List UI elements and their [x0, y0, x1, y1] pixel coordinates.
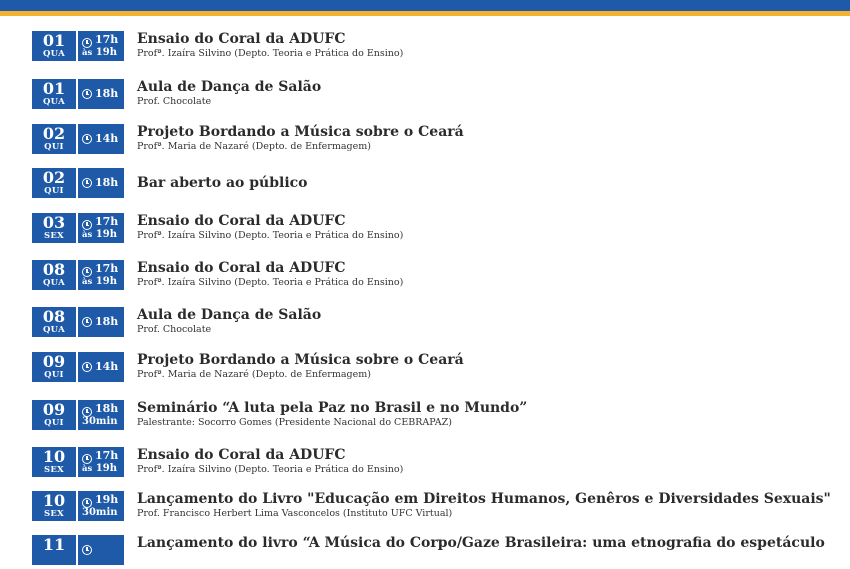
event-row: [32, 447, 850, 481]
event-time-end-value: 19h: [95, 229, 117, 240]
event-date-badge: [32, 31, 76, 61]
event-row: [32, 400, 850, 434]
event-time-badge: [78, 168, 124, 198]
event-date-badge: [32, 260, 76, 290]
event-weekday: QUA: [42, 49, 66, 59]
event-title: Ensaio do Coral da ADUFC: [137, 447, 346, 463]
event-time-end: [82, 47, 117, 59]
event-time-start: 18h: [95, 87, 119, 100]
event-title: Lançamento do livro “A Música do Corpo/Gaze Brasileira: uma etnografia do espetáculo: [137, 535, 825, 551]
clock-icon: [82, 134, 92, 144]
event-time-start: 18h: [95, 176, 119, 189]
event-time-end-value: 30min: [82, 507, 118, 518]
event-time-end-value: 19h: [95, 47, 117, 58]
event-time-start: 14h: [95, 132, 119, 145]
event-title: Ensaio do Coral da ADUFC: [137, 260, 346, 276]
clock-icon: [82, 178, 92, 188]
event-day: 10: [42, 447, 66, 466]
event-time-badge: [78, 124, 124, 154]
event-time-end: [82, 276, 117, 288]
event-date-badge: [32, 447, 76, 477]
event-date-badge: [32, 491, 76, 521]
event-subtitle: Profª. Izaíra Silvino (Depto. Teoria e Prática do Ensino): [137, 230, 404, 241]
event-date-badge: [32, 352, 76, 382]
event-time-badge: [78, 535, 124, 565]
event-time-end-value: 30min: [82, 416, 118, 427]
event-date-badge: [32, 535, 76, 565]
event-subtitle: Prof. Chocolate: [137, 324, 212, 335]
event-subtitle: Prof. Chocolate: [137, 96, 212, 107]
event-time-start: 18h: [95, 315, 119, 328]
event-subtitle: Prof. Francisco Herbert Lima Vasconcelos (Instituto UFC Virtual): [137, 508, 453, 519]
event-weekday: QUA: [42, 97, 66, 107]
clock-icon: [82, 317, 92, 327]
event-date-badge: [32, 79, 76, 109]
event-row: [32, 307, 850, 341]
event-weekday: SEX: [43, 509, 65, 519]
event-subtitle: Profª. Izaíra Silvino (Depto. Teoria e Prática do Ensino): [137, 48, 404, 59]
event-row: [32, 260, 850, 294]
event-day: 01: [42, 31, 66, 50]
event-day: 09: [42, 352, 66, 371]
event-date-badge: [32, 168, 76, 198]
event-day: 11: [42, 535, 66, 554]
event-subtitle: Profª. Maria de Nazaré (Depto. de Enfermagem): [137, 141, 371, 152]
event-time-badge: [78, 307, 124, 337]
event-subtitle: Profª. Izaíra Silvino (Depto. Teoria e Prática do Ensino): [137, 277, 404, 288]
event-subtitle: Palestrante: Socorro Gomes (Presidente Nacional do CEBRAPAZ): [137, 417, 452, 428]
event-date-badge: [32, 400, 76, 430]
event-title: Projeto Bordando a Música sobre o Ceará: [137, 352, 464, 368]
event-title: Bar aberto ao público: [137, 175, 308, 191]
event-title: Ensaio do Coral da ADUFC: [137, 213, 346, 229]
event-row: [32, 491, 850, 525]
event-time-prefix: às: [82, 230, 93, 240]
event-time-badge: [78, 260, 124, 290]
event-subtitle: Profª. Izaíra Silvino (Depto. Teoria e Prática do Ensino): [137, 464, 404, 475]
event-weekday: SEX: [43, 465, 65, 475]
clock-icon: [82, 89, 92, 99]
event-date-badge: [32, 124, 76, 154]
event-subtitle: Profª. Maria de Nazaré (Depto. de Enfermagem): [137, 369, 371, 380]
event-title: Ensaio do Coral da ADUFC: [137, 31, 346, 47]
event-weekday: SEX: [43, 231, 65, 241]
event-row: [32, 124, 850, 158]
event-time-start: 18h: [95, 402, 119, 415]
event-weekday: QUA: [42, 278, 66, 288]
clock-icon: [82, 545, 92, 555]
event-day: 08: [42, 260, 66, 279]
header-yellow-stripe: [0, 11, 850, 16]
event-title: Lançamento do Livro "Educação em Direitos Humanos, Genêros e Diversidades Sexuais": [137, 491, 831, 507]
event-time-end: [82, 229, 117, 241]
event-time-start: 17h: [95, 262, 119, 275]
event-day: 02: [42, 124, 66, 143]
event-weekday: QUI: [44, 370, 64, 380]
event-title: Aula de Dança de Salão: [137, 307, 322, 323]
event-weekday: QUA: [42, 325, 66, 335]
event-title: Projeto Bordando a Música sobre o Ceará: [137, 124, 464, 140]
event-row: [32, 535, 850, 569]
event-weekday: QUI: [44, 186, 64, 196]
event-time-start: 17h: [95, 449, 119, 462]
event-time-end-value: 19h: [95, 463, 117, 474]
event-title: Seminário “A luta pela Paz no Brasil e no Mundo”: [137, 400, 528, 416]
event-day: 02: [42, 168, 66, 187]
event-time-start: 17h: [95, 215, 119, 228]
event-title: Aula de Dança de Salão: [137, 79, 322, 95]
event-row: [32, 168, 850, 202]
event-day: 08: [42, 307, 66, 326]
event-row: [32, 213, 850, 247]
event-day: 09: [42, 400, 66, 419]
event-row: [32, 31, 850, 65]
event-day: 01: [42, 79, 66, 98]
event-time-badge: [78, 31, 124, 61]
event-time-start: 14h: [95, 360, 119, 373]
event-time-prefix: às: [82, 277, 93, 287]
event-time-start: 17h: [95, 33, 119, 46]
event-day: 10: [42, 491, 66, 510]
event-time-badge: [78, 213, 124, 243]
event-time-end: [82, 463, 117, 475]
event-time-badge: [78, 352, 124, 382]
clock-icon: [82, 362, 92, 372]
event-time-end: [82, 416, 118, 427]
event-time-prefix: às: [82, 464, 93, 474]
event-weekday: QUI: [44, 418, 64, 428]
event-time-prefix: às: [82, 48, 93, 58]
event-date-badge: [32, 213, 76, 243]
event-time-badge: [78, 79, 124, 109]
event-weekday: QUI: [44, 142, 64, 152]
event-row: [32, 79, 850, 113]
event-day: 03: [42, 213, 66, 232]
event-time-badge: [78, 491, 124, 521]
event-time-badge: [78, 400, 124, 430]
event-time-end-value: 19h: [95, 276, 117, 287]
event-time-end: [82, 507, 118, 518]
event-time-start: 19h: [95, 493, 119, 506]
header-blue-stripe: [0, 0, 850, 11]
event-time-badge: [78, 447, 124, 477]
event-date-badge: [32, 307, 76, 337]
event-row: [32, 352, 850, 386]
